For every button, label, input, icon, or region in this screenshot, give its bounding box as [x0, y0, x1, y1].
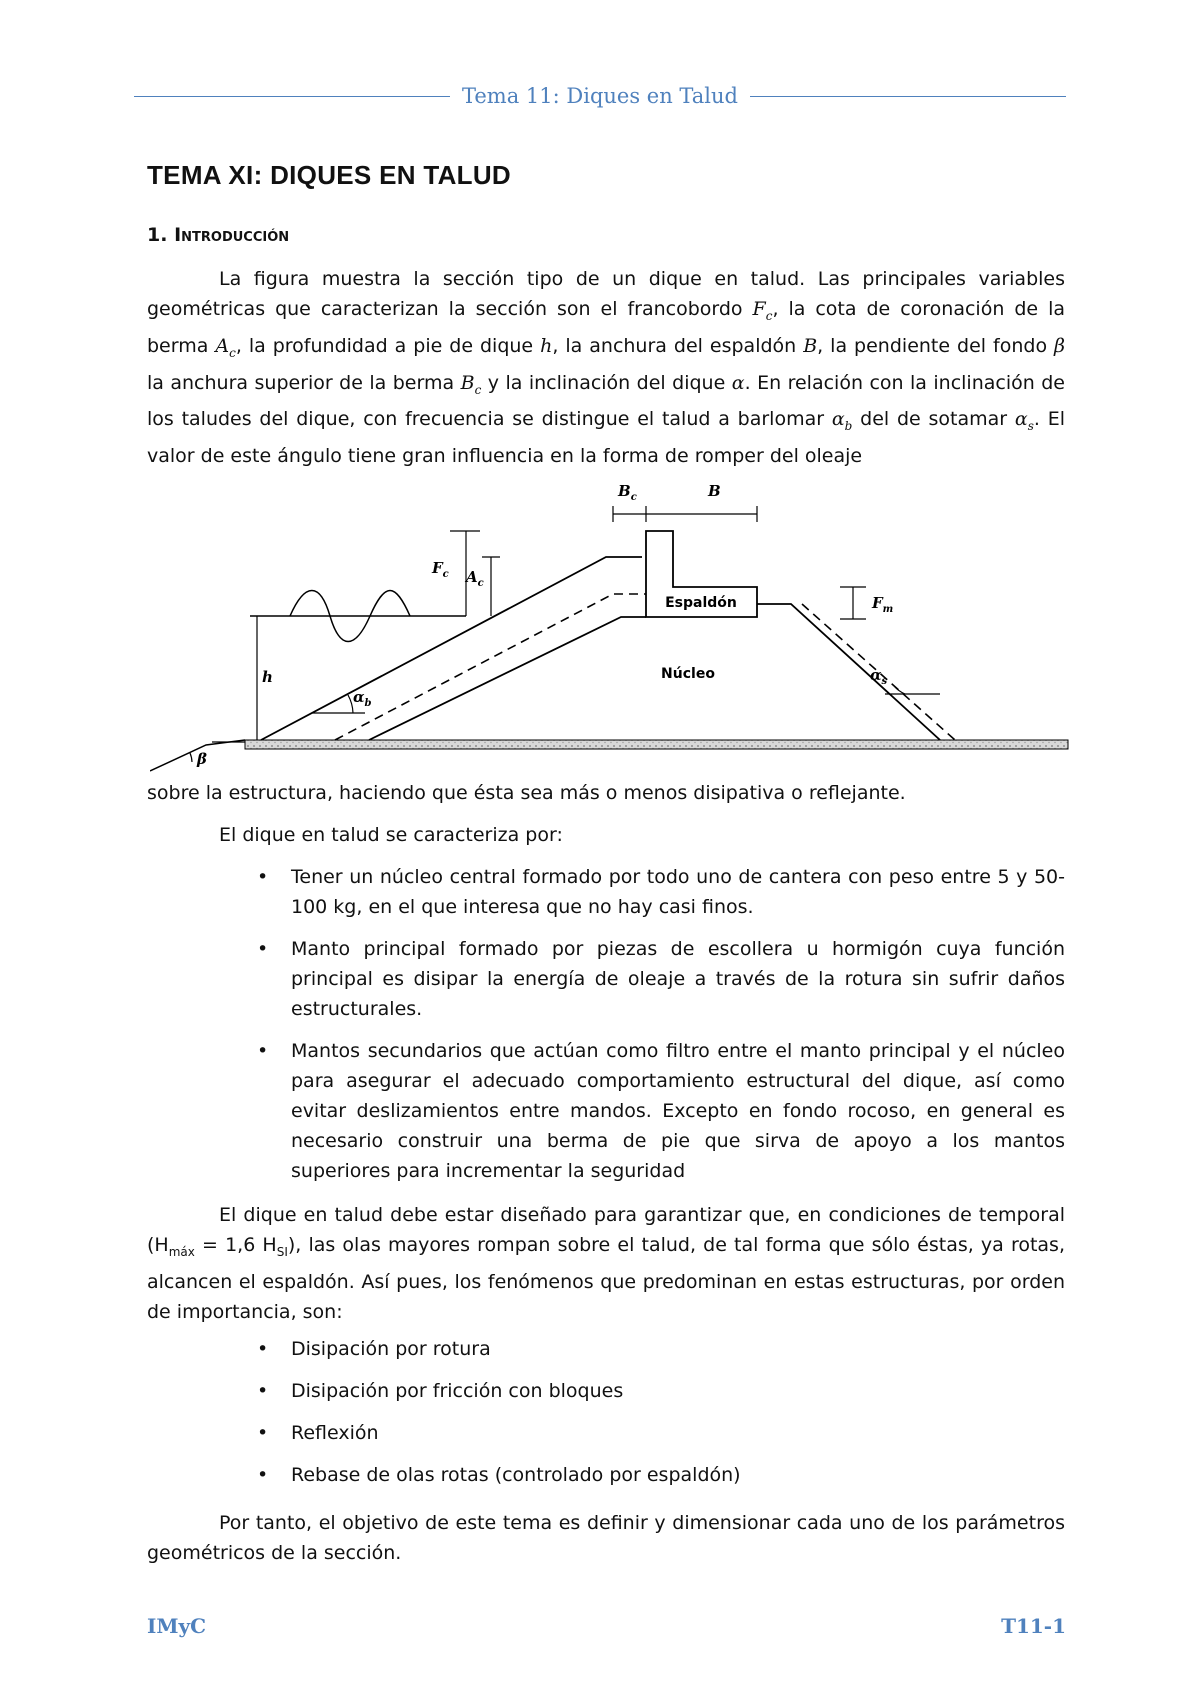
breakwater-cross-section-diagram [150, 462, 1070, 774]
label-alpha-s: $\alpha_s$ [870, 666, 888, 687]
page-header [134, 84, 1066, 108]
header-rule-right [750, 96, 1066, 97]
symbol-bc: $B_c$ [460, 371, 482, 397]
hsi-subscript: SI [276, 1244, 288, 1259]
list-item [147, 1376, 1065, 1406]
list-item-text: Rebase de olas rotas (controlado por espaldón) [291, 1464, 741, 1486]
intro-text: y la inclinación del dique [481, 371, 732, 394]
label-h: h [262, 668, 273, 686]
intro-text: , la pendiente del fondo [817, 334, 1055, 357]
footer-page-number: T11-1 [1001, 1614, 1066, 1638]
list-item-text: Manto principal formado por piezas de escollera u hormigón cuya función principal es disipar la energía de oleaje a través de la rotura sin sufrir daños estructurales. [291, 938, 1065, 1020]
after-figure-text: sobre la estructura, haciendo que ésta sea más o menos disipativa o reflejante. [147, 782, 906, 804]
symbol-h: h [540, 334, 553, 357]
section-name: Introducción [174, 224, 290, 246]
label-fm: $F_m$ [872, 594, 894, 615]
label-bc: $B_c$ [618, 482, 637, 503]
intro-text: la anchura superior de la berma [147, 371, 461, 394]
bullet-icon: • [257, 866, 269, 888]
list-item-text: Mantos secundarios que actúan como filtro entre el manto principal y el núcleo para asegurar el adecuado comportamiento estructural del dique, así como evitar deslizamientos entre mandos. Excepto en fondo rocoso, en general es necesario construir una berma de pie que sirva de apoyo a los mantos superiores para incrementar la seguridad [291, 1040, 1065, 1182]
phenomena-list [147, 1334, 1065, 1502]
seabed [245, 740, 1068, 749]
bullet-icon: • [257, 1040, 269, 1062]
beta-arc [190, 753, 192, 762]
header-rule-left [134, 96, 450, 97]
intro-paragraph [147, 264, 1065, 471]
bullet-icon: • [257, 938, 269, 960]
intro-text: . En relación con la inclinación de los taludes del dique, con frecuencia se distingue el talud a barlomar [147, 371, 1065, 431]
header-title: Tema 11: Diques en Talud [462, 84, 738, 108]
label-espaldon: Espaldón [665, 595, 737, 611]
core-slope [369, 617, 646, 740]
list-item [147, 862, 1065, 922]
design-text: ), las olas mayores rompan sobre el talud, de tal forma que sólo éstas, ya rotas, alcancen el espaldón. Así pues, los fenómenos que predominan en estas estructuras, por orden de importancia, son: [147, 1234, 1065, 1323]
symbol-fc: $F_c$ [752, 298, 773, 323]
leeward-slope [757, 604, 940, 740]
symbol-alpha-s: $\alpha_s$ [1014, 408, 1034, 434]
design-text: El dique en talud debe estar diseñado para garantizar que, en condiciones de temporal (H [147, 1204, 1065, 1256]
bullet-icon: • [257, 1422, 269, 1444]
list-item [147, 1418, 1065, 1448]
bullet-icon: • [257, 1338, 269, 1360]
characterized-text: El dique en talud se caracteriza por: [219, 824, 563, 846]
document-title: TEMA XI: DIQUES EN TALUD [147, 160, 511, 190]
list-item-text: Disipación por rotura [291, 1338, 491, 1360]
list-item [147, 1460, 1065, 1490]
list-item-text: Tener un núcleo central formado por todo uno de cantera con peso entre 5 y 50-100 kg, en el que interesa que no hay casi finos. [291, 866, 1065, 918]
intro-text: , la anchura del espaldón [552, 334, 804, 357]
symbol-b: B [803, 334, 818, 357]
intro-text: , la cota de coronación de la berma [147, 298, 1065, 357]
footer-left: IMyC [147, 1614, 207, 1638]
intro-text: . El valor de este ángulo tiene gran influencia en la forma de romper del oleaje [147, 408, 1065, 468]
alpha-s-arc [894, 686, 905, 694]
features-list [147, 862, 1065, 1198]
list-item [147, 1334, 1065, 1364]
label-b: B [708, 482, 721, 500]
label-nucleo: Núcleo [661, 666, 715, 682]
label-alpha-b: $\alpha_b$ [353, 688, 372, 709]
list-item [147, 1036, 1065, 1186]
design-text: = 1,6 H [194, 1234, 277, 1256]
section-number: 1. [147, 224, 168, 246]
symbol-beta: β [1054, 334, 1066, 357]
symbol-alpha-b: $\alpha_b$ [831, 408, 853, 434]
list-item-text: Disipación por fricción con bloques [291, 1380, 624, 1402]
list-item-text: Reflexión [291, 1422, 379, 1444]
conclusion-paragraph: Por tanto, el objetivo de este tema es definir y dimensionar cada uno de los parámetros geométricos de la sección. [147, 1512, 1065, 1564]
hmax-subscript: máx [168, 1244, 195, 1259]
bullet-icon: • [257, 1380, 269, 1402]
list-item [147, 934, 1065, 1024]
intro-text: , la profundidad a pie de dique [235, 334, 541, 357]
label-beta: β [197, 750, 207, 768]
design-paragraph [147, 1200, 1065, 1327]
bullet-icon: • [257, 1464, 269, 1486]
intro-text: del de sotamar [852, 408, 1015, 431]
label-ac: $A_c$ [466, 568, 484, 589]
intro-text: La figura muestra la sección tipo de un dique en talud. Las principales variables geométricas que caracterizan la sección son el francobordo [147, 268, 1065, 320]
label-fc: $F_c$ [432, 559, 449, 580]
symbol-ac: $A_c$ [215, 334, 236, 360]
section-heading [147, 224, 289, 246]
symbol-alpha: α [731, 371, 745, 394]
